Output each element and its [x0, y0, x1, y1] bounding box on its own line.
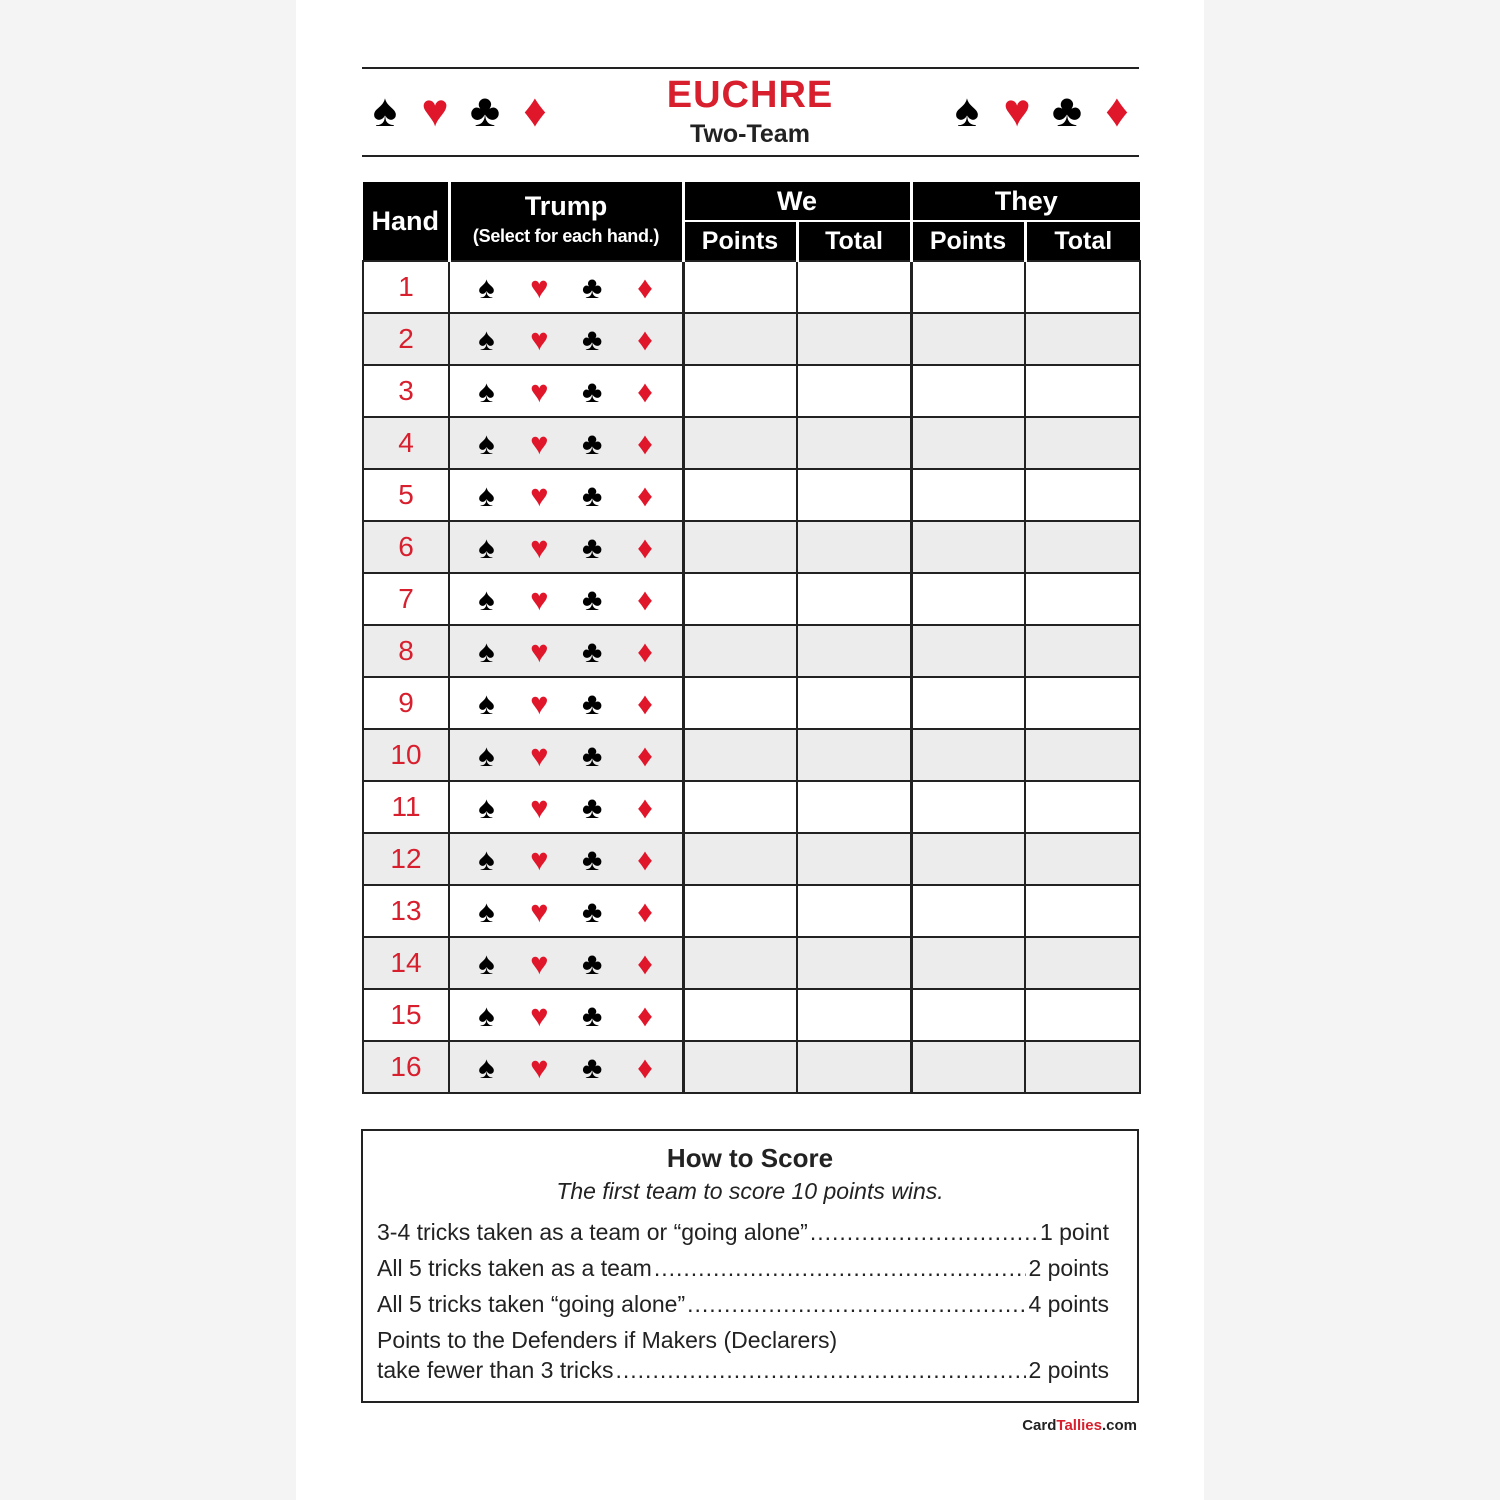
hand-number: 9	[363, 677, 449, 729]
spade-icon[interactable]: ♠	[478, 1049, 495, 1085]
we-total-cell[interactable]	[797, 469, 911, 521]
heart-icon[interactable]: ♥	[530, 269, 549, 305]
header-suits-right	[950, 84, 1134, 136]
brand-part: .com	[1101, 1417, 1137, 1434]
we-total-header: Total	[797, 221, 911, 261]
we-points-cell[interactable]	[683, 729, 797, 781]
trump-select-cell	[449, 677, 683, 729]
hand-number: 14	[363, 937, 449, 989]
they-points-cell[interactable]	[911, 1041, 1025, 1093]
table-row	[363, 1041, 1140, 1093]
spade-icon[interactable]: ♠	[478, 269, 495, 305]
hand-number: 5	[363, 469, 449, 521]
heart-icon: ♥	[1003, 84, 1031, 136]
they-total-header: Total	[1025, 221, 1140, 261]
score-rule-text: All 5 tricks taken “going alone”	[377, 1291, 686, 1317]
trump-select-cell	[449, 989, 683, 1041]
spade-icon[interactable]: ♠	[478, 841, 495, 877]
hand-column-header: Hand	[363, 182, 449, 261]
we-total-cell[interactable]	[797, 729, 911, 781]
diamond-icon[interactable]: ♦	[637, 685, 653, 721]
they-total-cell[interactable]	[1025, 469, 1140, 521]
they-points-cell[interactable]	[911, 729, 1025, 781]
table-row	[363, 729, 1140, 781]
spade-icon[interactable]: ♠	[478, 477, 495, 513]
hand-number: 15	[363, 989, 449, 1041]
hand-number: 11	[363, 781, 449, 833]
spade-icon[interactable]: ♠	[478, 321, 495, 357]
heart-icon[interactable]: ♥	[530, 529, 549, 565]
table-row	[363, 521, 1140, 573]
page-subtitle: Two-Team	[690, 120, 810, 148]
we-points-cell[interactable]	[683, 833, 797, 885]
they-total-cell[interactable]	[1025, 1041, 1140, 1093]
diamond-icon[interactable]: ♦	[637, 1049, 653, 1085]
they-total-cell[interactable]	[1025, 937, 1140, 989]
they-points-cell[interactable]	[911, 625, 1025, 677]
we-total-cell[interactable]	[797, 937, 911, 989]
diamond-icon: ♦	[1105, 84, 1129, 136]
spade-icon[interactable]: ♠	[478, 997, 495, 1033]
club-icon[interactable]: ♣	[582, 477, 603, 513]
heart-icon[interactable]: ♥	[530, 737, 549, 773]
spade-icon[interactable]: ♠	[478, 893, 495, 929]
leader-dots	[654, 1255, 1027, 1282]
heart-icon[interactable]: ♥	[530, 321, 549, 357]
we-points-cell[interactable]	[683, 937, 797, 989]
they-total-cell[interactable]	[1025, 781, 1140, 833]
header-top-rule	[362, 67, 1139, 69]
diamond-icon[interactable]: ♦	[637, 997, 653, 1033]
score-table	[362, 182, 1141, 1094]
hand-number: 4	[363, 417, 449, 469]
they-total-cell[interactable]	[1025, 833, 1140, 885]
how-to-score-title: How to Score	[666, 1143, 834, 1173]
diamond-icon[interactable]: ♦	[637, 477, 653, 513]
we-total-cell[interactable]	[797, 677, 911, 729]
we-total-cell[interactable]	[797, 261, 911, 313]
they-total-cell[interactable]	[1025, 417, 1140, 469]
they-points-cell[interactable]	[911, 417, 1025, 469]
trump-select-cell	[449, 313, 683, 365]
we-points-cell[interactable]	[683, 885, 797, 937]
score-rule-points: 1 point	[1039, 1219, 1109, 1245]
table-row	[363, 573, 1140, 625]
leader-dots	[616, 1357, 1027, 1384]
club-icon[interactable]: ♣	[582, 789, 603, 825]
hand-number: 16	[363, 1041, 449, 1093]
table-row	[363, 469, 1140, 521]
leader-dots	[687, 1291, 1026, 1318]
hand-number: 3	[363, 365, 449, 417]
trump-select-cell	[449, 261, 683, 313]
hand-number: 13	[363, 885, 449, 937]
club-icon[interactable]: ♣	[582, 529, 603, 565]
trump-select-cell	[449, 365, 683, 417]
how-to-score-subtitle: The first team to score 10 points wins.	[556, 1178, 944, 1204]
they-points-header: Points	[911, 221, 1025, 261]
they-total-cell[interactable]	[1025, 729, 1140, 781]
trump-header-label: Trump	[524, 191, 608, 221]
heart-icon[interactable]: ♥	[530, 685, 549, 721]
spade-icon: ♠	[954, 84, 980, 136]
diamond-icon[interactable]: ♦	[637, 841, 653, 877]
trump-select-cell	[449, 729, 683, 781]
they-total-cell[interactable]	[1025, 677, 1140, 729]
score-rule	[377, 1219, 1109, 1246]
score-rule-text: take fewer than 3 tricks	[377, 1357, 614, 1383]
we-total-cell[interactable]	[797, 833, 911, 885]
trump-select-cell	[449, 1041, 683, 1093]
table-row	[363, 989, 1140, 1041]
hand-number: 7	[363, 573, 449, 625]
they-points-cell[interactable]	[911, 833, 1025, 885]
we-points-cell[interactable]	[683, 261, 797, 313]
heart-icon[interactable]: ♥	[530, 1049, 549, 1085]
trump-select-cell	[449, 781, 683, 833]
page-title: EUCHRE	[666, 74, 834, 116]
we-points-header: Points	[683, 221, 797, 261]
heart-icon[interactable]: ♥	[530, 373, 549, 409]
they-points-cell[interactable]	[911, 989, 1025, 1041]
header-suits-left	[368, 84, 552, 136]
club-icon[interactable]: ♣	[582, 373, 603, 409]
club-icon: ♣	[1051, 84, 1083, 136]
club-icon: ♣	[469, 84, 501, 136]
hand-number: 6	[363, 521, 449, 573]
we-total-cell[interactable]	[797, 365, 911, 417]
spade-icon[interactable]: ♠	[478, 373, 495, 409]
hand-number: 2	[363, 313, 449, 365]
they-points-cell[interactable]	[911, 781, 1025, 833]
spade-icon[interactable]: ♠	[478, 581, 495, 617]
table-row	[363, 885, 1140, 937]
we-total-cell[interactable]	[797, 417, 911, 469]
club-icon[interactable]: ♣	[582, 945, 603, 981]
diamond-icon[interactable]: ♦	[637, 321, 653, 357]
we-total-cell[interactable]	[797, 989, 911, 1041]
score-rule-text: All 5 tricks taken as a team	[377, 1255, 652, 1281]
trump-select-cell	[449, 885, 683, 937]
they-points-cell[interactable]	[911, 573, 1025, 625]
score-rule	[377, 1291, 1109, 1318]
spade-icon[interactable]: ♠	[478, 529, 495, 565]
we-total-cell[interactable]	[797, 313, 911, 365]
score-rule	[377, 1255, 1109, 1282]
we-points-cell[interactable]	[683, 469, 797, 521]
how-to-score-box	[361, 1129, 1139, 1403]
club-icon[interactable]: ♣	[582, 893, 603, 929]
they-total-cell[interactable]	[1025, 313, 1140, 365]
heart-icon[interactable]: ♥	[530, 945, 549, 981]
they-points-cell[interactable]	[911, 365, 1025, 417]
team-they-header: They	[911, 182, 1140, 221]
hand-number: 10	[363, 729, 449, 781]
club-icon[interactable]: ♣	[582, 685, 603, 721]
diamond-icon[interactable]: ♦	[637, 269, 653, 305]
we-points-cell[interactable]	[683, 989, 797, 1041]
we-points-cell[interactable]	[683, 521, 797, 573]
they-points-cell[interactable]	[911, 677, 1025, 729]
they-total-cell[interactable]	[1025, 573, 1140, 625]
score-rule-text: 3-4 tricks taken as a team or “going alone”	[377, 1219, 808, 1245]
club-icon[interactable]: ♣	[582, 321, 603, 357]
trump-select-cell	[449, 469, 683, 521]
score-rule-points: 4 points	[1028, 1291, 1109, 1317]
we-total-cell[interactable]	[797, 781, 911, 833]
table-row	[363, 781, 1140, 833]
club-icon[interactable]: ♣	[582, 841, 603, 877]
diamond-icon[interactable]: ♦	[637, 425, 653, 461]
they-points-cell[interactable]	[911, 313, 1025, 365]
trump-header-note: (Select for each hand.)	[472, 226, 660, 246]
heart-icon[interactable]: ♥	[530, 997, 549, 1033]
spade-icon[interactable]: ♠	[478, 685, 495, 721]
table-row	[363, 261, 1140, 313]
they-points-cell[interactable]	[911, 521, 1025, 573]
footer-brand	[900, 1417, 1137, 1434]
we-points-cell[interactable]	[683, 1041, 797, 1093]
table-row	[363, 677, 1140, 729]
we-points-cell[interactable]	[683, 313, 797, 365]
score-rule-points: 2 points	[1028, 1357, 1109, 1383]
club-icon[interactable]: ♣	[582, 269, 603, 305]
heart-icon[interactable]: ♥	[530, 633, 549, 669]
trump-column-header	[449, 182, 683, 261]
trump-select-cell	[449, 521, 683, 573]
club-icon[interactable]: ♣	[582, 737, 603, 773]
score-rule-text: Points to the Defenders if Makers (Declarers)	[377, 1327, 838, 1353]
club-icon[interactable]: ♣	[582, 1049, 603, 1085]
diamond-icon[interactable]: ♦	[637, 373, 653, 409]
we-points-cell[interactable]	[683, 417, 797, 469]
they-total-cell[interactable]	[1025, 365, 1140, 417]
diamond-icon[interactable]: ♦	[637, 581, 653, 617]
table-row	[363, 937, 1140, 989]
heart-icon[interactable]: ♥	[530, 841, 549, 877]
club-icon[interactable]: ♣	[582, 581, 603, 617]
we-points-cell[interactable]	[683, 625, 797, 677]
table-row	[363, 417, 1140, 469]
spade-icon[interactable]: ♠	[478, 425, 495, 461]
heart-icon[interactable]: ♥	[530, 477, 549, 513]
heart-icon: ♥	[421, 84, 449, 136]
they-total-cell[interactable]	[1025, 885, 1140, 937]
we-total-cell[interactable]	[797, 521, 911, 573]
hand-number: 8	[363, 625, 449, 677]
team-we-header: We	[683, 182, 911, 221]
they-points-cell[interactable]	[911, 469, 1025, 521]
table-row	[363, 313, 1140, 365]
spade-icon[interactable]: ♠	[478, 945, 495, 981]
spade-icon[interactable]: ♠	[478, 737, 495, 773]
spade-icon[interactable]: ♠	[478, 789, 495, 825]
spade-icon[interactable]: ♠	[478, 633, 495, 669]
diamond-icon[interactable]: ♦	[637, 893, 653, 929]
diamond-icon[interactable]: ♦	[637, 633, 653, 669]
spade-icon: ♠	[372, 84, 398, 136]
we-points-cell[interactable]	[683, 677, 797, 729]
diamond-icon[interactable]: ♦	[637, 789, 653, 825]
trump-select-cell	[449, 573, 683, 625]
heart-icon[interactable]: ♥	[530, 425, 549, 461]
we-points-cell[interactable]	[683, 781, 797, 833]
diamond-icon[interactable]: ♦	[637, 737, 653, 773]
we-total-cell[interactable]	[797, 885, 911, 937]
they-total-cell[interactable]	[1025, 261, 1140, 313]
hand-number: 1	[363, 261, 449, 313]
trump-select-cell	[449, 417, 683, 469]
club-icon[interactable]: ♣	[582, 997, 603, 1033]
they-points-cell[interactable]	[911, 261, 1025, 313]
table-row	[363, 365, 1140, 417]
brand-part: Card	[1022, 1417, 1057, 1434]
leader-dots	[810, 1219, 1038, 1246]
they-points-cell[interactable]	[911, 885, 1025, 937]
heart-icon[interactable]: ♥	[530, 581, 549, 617]
club-icon[interactable]: ♣	[582, 425, 603, 461]
table-row	[363, 833, 1140, 885]
they-total-cell[interactable]	[1025, 625, 1140, 677]
diamond-icon: ♦	[523, 84, 547, 136]
they-total-cell[interactable]	[1025, 989, 1140, 1041]
trump-select-cell	[449, 937, 683, 989]
they-points-cell[interactable]	[911, 937, 1025, 989]
we-points-cell[interactable]	[683, 573, 797, 625]
diamond-icon[interactable]: ♦	[637, 945, 653, 981]
we-total-cell[interactable]	[797, 573, 911, 625]
trump-select-cell	[449, 625, 683, 677]
hand-number: 12	[363, 833, 449, 885]
we-total-cell[interactable]	[797, 1041, 911, 1093]
table-row	[363, 625, 1140, 677]
heart-icon[interactable]: ♥	[530, 789, 549, 825]
we-points-cell[interactable]	[683, 365, 797, 417]
score-rule-points: 2 points	[1028, 1255, 1109, 1281]
diamond-icon[interactable]: ♦	[637, 529, 653, 565]
they-total-cell[interactable]	[1025, 521, 1140, 573]
score-rule	[377, 1357, 1109, 1384]
brand-part: Tallies	[1056, 1417, 1102, 1434]
trump-select-cell	[449, 833, 683, 885]
we-total-cell[interactable]	[797, 625, 911, 677]
heart-icon[interactable]: ♥	[530, 893, 549, 929]
club-icon[interactable]: ♣	[582, 633, 603, 669]
header-bottom-rule	[362, 155, 1139, 157]
